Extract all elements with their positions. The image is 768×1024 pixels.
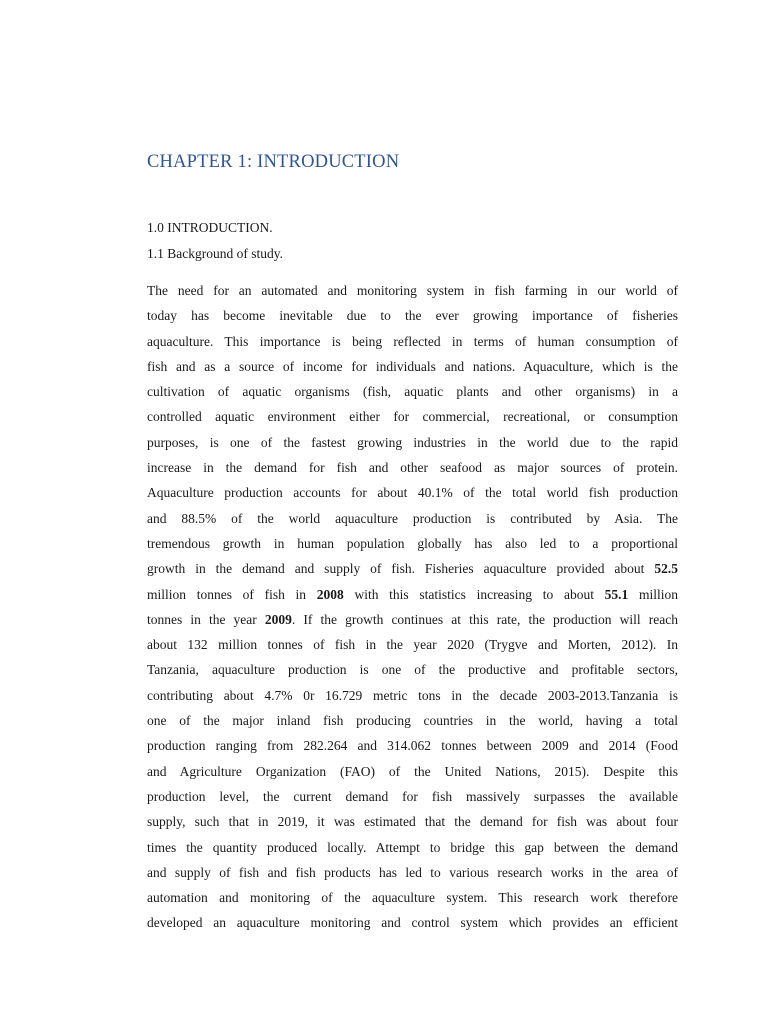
body-text-run: one of the major inland fish producing countries in the world, having a total — [147, 713, 678, 729]
bold-figure: 55.1 — [604, 586, 629, 602]
body-line — [147, 556, 678, 581]
section-heading-introduction: 1.0 INTRODUCTION. — [147, 220, 273, 235]
body-line — [147, 455, 678, 480]
body-line — [147, 404, 678, 429]
body-text-run: times the quantity produced locally. Attempt to bridge this gap between the demand — [147, 839, 678, 855]
body-line — [147, 733, 678, 758]
body-line — [147, 759, 678, 784]
body-text-run: production level, the current demand for fish massively surpasses the available — [147, 788, 678, 804]
body-text-run: controlled aquatic environment either for commercial, recreational, or consumption — [147, 409, 678, 425]
body-line — [147, 582, 678, 607]
body-line — [147, 885, 678, 910]
body-text-run: supply, such that in 2019, it was estimated that the demand for fish was about four — [147, 814, 678, 830]
body-text-run: Tanzania, aquaculture production is one of the productive and profitable sectors, — [147, 662, 678, 678]
body-text-run: cultivation of aquatic organisms (fish, aquatic plants and other organisms) in a — [147, 384, 678, 400]
body-line — [147, 657, 678, 682]
body-line — [147, 809, 678, 834]
body-text-run: about 132 million tonnes of fish in the year 2020 (Trygve and Morten, 2012). In — [147, 637, 678, 653]
bold-figure: 52.5 — [654, 561, 678, 577]
body-line — [147, 860, 678, 885]
body-text-run: The need for an automated and monitoring system in fish farming in our world of — [147, 283, 678, 298]
body-line — [147, 430, 678, 455]
body-text-run: and supply of fish and fish products has led to various research works in the area of — [147, 864, 678, 880]
body-line — [147, 303, 678, 328]
body-line — [147, 278, 678, 303]
body-text-run: growth in the demand and supply of fish. Fisheries aquaculture provided about — [147, 561, 655, 577]
body-text-run: million — [628, 586, 678, 602]
body-line — [147, 784, 678, 809]
body-text-run: Aquaculture production accounts for about 40.1% of the total world fish production — [147, 485, 678, 501]
body-line — [147, 354, 678, 379]
body-text-run: fish and as a source of income for individuals and nations. Aquaculture, which is the — [147, 358, 678, 374]
body-text-run: automation and monitoring of the aquaculture system. This research work therefore — [147, 890, 678, 906]
body-text-run: purposes, is one of the fastest growing industries in the world due to the rapid — [147, 434, 678, 450]
section-heading-background: 1.1 Background of study. — [147, 246, 283, 261]
body-line — [147, 910, 678, 935]
body-line — [147, 607, 678, 632]
body-line — [147, 632, 678, 657]
body-line — [147, 506, 678, 531]
body-line — [147, 531, 678, 556]
bold-figure: 2008 — [316, 586, 344, 602]
body-text-run: . If the growth continues at this rate, the production will reach — [291, 611, 678, 627]
body-paragraph — [147, 278, 678, 936]
body-line — [147, 379, 678, 404]
body-text-run: today has become inevitable due to the ever growing importance of fisheries — [147, 308, 678, 324]
body-line — [147, 480, 678, 505]
bold-figure: 2009 — [264, 611, 292, 627]
body-text-run: aquaculture. This importance is being reflected in terms of human consumption of — [147, 333, 678, 349]
body-text-run: tremendous growth in human population globally has also led to a proportional — [147, 535, 678, 551]
chapter-title: CHAPTER 1: INTRODUCTION — [147, 152, 400, 172]
body-text-run: contributing about 4.7% 0r 16.729 metric tons in the decade 2003-2013.Tanzania is — [147, 687, 678, 703]
body-text-run: with this statistics increasing to about — [343, 586, 605, 602]
body-text-run: tonnes in the year — [147, 611, 265, 627]
body-text-run: and 88.5% of the world aquaculture production is contributed by Asia. The — [147, 510, 678, 526]
body-line — [147, 835, 678, 860]
body-line — [147, 683, 678, 708]
body-text-run: and Agriculture Organization (FAO) of the United Nations, 2015). Despite this — [147, 763, 678, 779]
body-line — [147, 329, 678, 354]
body-text-run: developed an aquaculture monitoring and control system which provides an efficient — [147, 915, 678, 931]
body-line — [147, 708, 678, 733]
body-text-run: million tonnes of fish in — [147, 586, 317, 602]
body-text-run: increase in the demand for fish and other seafood as major sources of protein. — [147, 460, 678, 476]
body-text-run: production ranging from 282.264 and 314.062 tonnes between 2009 and 2014 (Food — [147, 738, 678, 754]
